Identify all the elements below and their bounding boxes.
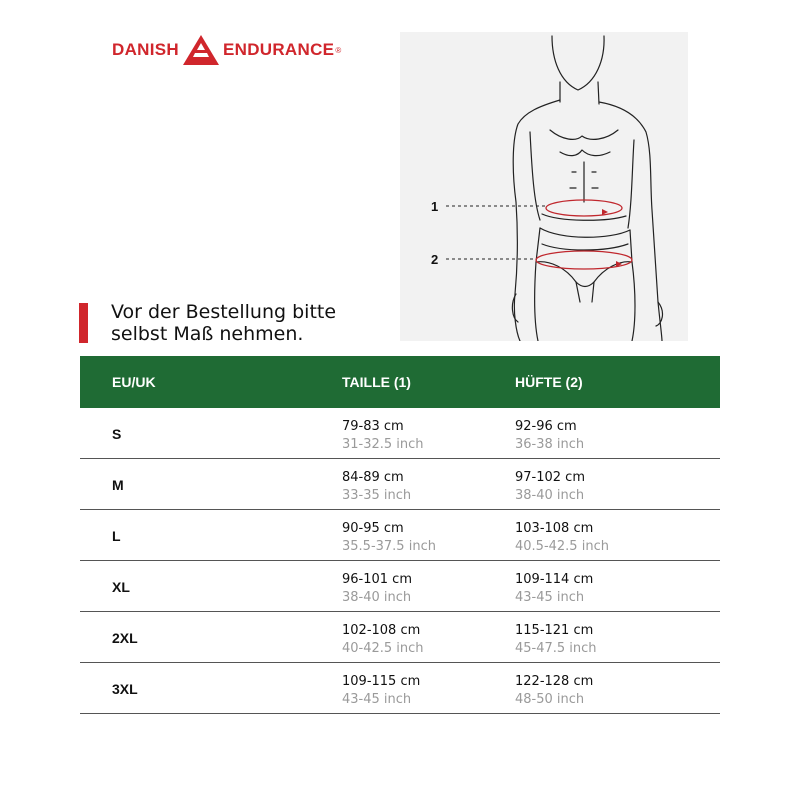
size-label: 3XL [112, 681, 138, 697]
hip-cm: 103-108 cm [515, 521, 594, 536]
heading-line-1: Vor der Bestellung bitte [111, 301, 337, 323]
waist-cell [342, 571, 412, 607]
header-waist: TAILLE (1) [342, 374, 411, 390]
brand-name-right: ENDURANCE [222, 40, 335, 59]
waist-cm: 102-108 cm [342, 623, 421, 638]
hip-cell [515, 469, 585, 505]
table-header [80, 356, 720, 408]
hip-cell [515, 520, 609, 556]
size-table [80, 356, 720, 714]
size-label: 2XL [112, 630, 138, 646]
table-body [80, 408, 720, 714]
waist-cm: 90-95 cm [342, 521, 404, 536]
hip-inch: 48-50 inch [515, 692, 585, 707]
hip-cell [515, 418, 584, 454]
mountain-logo-icon [182, 34, 220, 66]
hip-cell [515, 622, 597, 658]
hip-inch: 45-47.5 inch [515, 641, 597, 656]
waist-cell [342, 520, 436, 556]
hip-cm: 122-128 cm [515, 674, 594, 689]
waist-cell [342, 418, 424, 454]
waist-cm: 109-115 cm [342, 674, 421, 689]
hip-inch: 38-40 inch [515, 488, 585, 503]
waist-inch: 38-40 inch [342, 590, 412, 605]
hip-inch: 43-45 inch [515, 590, 585, 605]
body-figure-illustration [400, 32, 688, 341]
hip-cm: 92-96 cm [515, 419, 577, 434]
heading-line-2: selbst Maß nehmen. [111, 323, 304, 345]
marker-hip: 2 [431, 252, 439, 267]
table-row [80, 612, 720, 663]
table-row [80, 510, 720, 561]
brand-name-left: DANISH [112, 40, 179, 59]
waist-inch: 31-32.5 inch [342, 437, 424, 452]
waist-cm: 79-83 cm [342, 419, 404, 434]
header-size: EU/UK [112, 374, 156, 390]
size-label: XL [112, 579, 130, 595]
hip-cm: 97-102 cm [515, 470, 585, 485]
brand-logo [112, 32, 341, 68]
hip-cell [515, 673, 593, 709]
waist-cell [342, 469, 411, 505]
measurement-illustration [400, 32, 688, 341]
waist-inch: 40-42.5 inch [342, 641, 424, 656]
size-label: M [112, 477, 124, 493]
table-row [80, 663, 720, 714]
waist-cm: 84-89 cm [342, 470, 404, 485]
size-label: L [112, 528, 121, 544]
waist-inch: 43-45 inch [342, 692, 412, 707]
waist-inch: 33-35 inch [342, 488, 412, 503]
size-label: S [112, 426, 122, 442]
table-row [80, 561, 720, 612]
hip-inch: 36-38 inch [515, 437, 585, 452]
hip-inch: 40.5-42.5 inch [515, 539, 609, 554]
waist-cell [342, 622, 424, 658]
table-row [80, 408, 720, 459]
waist-inch: 35.5-37.5 inch [342, 539, 436, 554]
hip-cm: 115-121 cm [515, 623, 594, 638]
table-row [80, 459, 720, 510]
registered-mark: ® [335, 45, 342, 55]
waist-cm: 96-101 cm [342, 572, 412, 587]
heading-accent-bar [79, 303, 88, 343]
hip-cm: 109-114 cm [515, 572, 594, 587]
header-hip: HÜFTE (2) [515, 374, 583, 390]
waist-cell [342, 673, 420, 709]
hip-cell [515, 571, 593, 607]
marker-waist: 1 [431, 199, 439, 214]
